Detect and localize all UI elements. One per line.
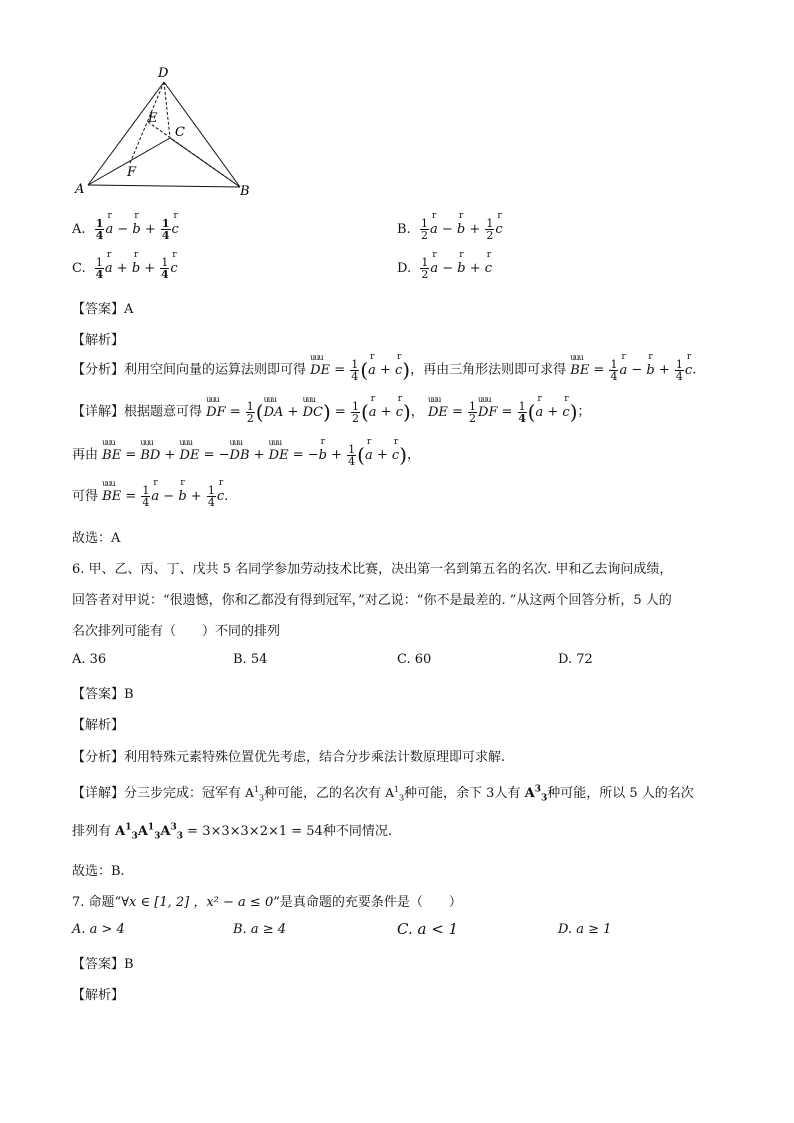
answer-tag: 【答案】: [72, 302, 125, 317]
q6-choice: 故选：B.: [72, 864, 125, 879]
edge-dc: [164, 82, 170, 138]
q5-step-3: 可得 uuu BE = $\frac{1}{4}$ r a − r b + $\frac{1}{4}$ r c.: [72, 485, 228, 508]
line2-prefix: 排列有: [72, 824, 112, 839]
q5-option-b: B. $\frac{1}{2}$ r a − r b + $\frac{1}{2}$ r c: [397, 218, 503, 241]
fenxi-text-1: 利用空间向量的运算法则即可得: [124, 362, 307, 378]
q6-xiangjie: 【详解】分三步完成：冠军有 $A^1_3$种可能，乙的名次有 $A^1_3$种可能，余下 3人有 $A^3_3$种可能，所以 5 人的名次: [72, 784, 694, 804]
q6-stem-line-2: 回答者对甲说：“很遗憾，你和乙都没有得到冠军，”对乙说：“你不是最差的. ”从这两个回答分析，5 人的: [72, 593, 672, 608]
segment-be: [148, 122, 240, 187]
label-e: E: [148, 111, 158, 126]
q7-stem-prefix: 7. 命题“: [72, 895, 122, 910]
q5-xiangjie: 【详解】根据题意可得 uuu DF = $\frac{1}{2}$ (uuu DA + uuu DC) = $\frac{1}{2}$ (r a + r c)， uuu DE = $\frac{1}{2}$ uuu DF = $\frac{1}{4}$ (r a + r c)；: [72, 400, 591, 424]
tetrahedron-figure: [70, 60, 260, 200]
q5-option-a: A. $\frac{1}{4}$ r a − r b + $\frac{1}{4}$ r c: [72, 218, 179, 241]
q6-option-c: C. 60: [397, 652, 432, 667]
label-d: D: [158, 66, 169, 81]
q5-option-a-label: A.: [72, 222, 86, 237]
fenxi-tag: 【分析】: [72, 362, 125, 378]
xiangjie-tag: 【详解】: [72, 404, 125, 420]
kede: 可得: [72, 489, 99, 504]
xiangjie-text-2: 种可能，乙的名次有: [264, 786, 382, 801]
fenxi-tag: 【分析】: [72, 750, 125, 765]
fenxi-text-2: ，再由三角形法则即可求得: [410, 362, 567, 378]
q7-analysis-tag: 【解析】: [72, 988, 125, 1003]
edge-ad: [88, 82, 164, 185]
q7-stem-math: ∀x ∈ [1, 2] ，x² − a ≤ 0: [121, 895, 274, 910]
q6-option-b: B. 54: [233, 652, 268, 667]
q5-option-d: D. $\frac{1}{2}$ r a − r b + r c: [397, 257, 492, 280]
q5-option-b-label: B.: [397, 222, 411, 237]
q5-step-2: 再由 uuu BE = uuu BD + uuu DE = −uuu DB + uuu DE = −r b + $\frac{1}{4}$ (r a + r c)，: [72, 443, 420, 467]
q6-stem-line-3: 名次排列可能有（ ）不同的排列: [72, 624, 281, 639]
q6-analysis-tag: 【解析】: [72, 718, 125, 733]
label-f: F: [127, 165, 137, 180]
q7-option-a: A. a > 4: [72, 922, 125, 937]
q7-answer: [72, 953, 134, 972]
q7-option-c: C. a < 1: [397, 920, 459, 938]
xiangjie-text-1: 分三步完成：冠军有: [124, 786, 242, 801]
q7-option-b: B. a ≥ 4: [233, 922, 286, 937]
fenxi-text: 利用特殊元素特殊位置优先考虑，结合分步乘法计数原理即可求解.: [124, 750, 506, 765]
q5-choice: 故选：A: [72, 531, 121, 546]
xiangjie-tag: 【详解】: [72, 786, 125, 801]
answer-tag: 【答案】: [72, 957, 125, 972]
q6-option-a: A. 36: [72, 652, 107, 667]
label-a: A: [75, 182, 85, 197]
label-b: B: [240, 184, 250, 199]
xiangjie-text-1: 根据题意可得: [124, 404, 203, 420]
q7-stem: [72, 891, 462, 910]
q7-stem-suffix: ”是真命题的充要条件是（ ）: [273, 895, 462, 910]
q5-option-d-label: D.: [397, 261, 412, 276]
q6-fenxi: [72, 746, 505, 765]
q5-fenxi: 【分析】利用空间向量的运算法则即可得 uuu DE = $\frac{1}{4}$ (r a + r c)，再由三角形法则即可求得 uuu BE = $\frac{1}{4}$ r a − r b + $\frac{1}{4}$ r c.: [72, 358, 696, 382]
q7-option-d: D. a ≥ 1: [558, 922, 612, 937]
q5-option-c-label: C.: [72, 261, 86, 276]
q5-analysis-tag: 【解析】: [72, 333, 125, 348]
q6-xiangjie-line-2: 排列有 $A^1_3A^1_3A^3_3 = 3\times 3\times 3\times 2\times 1 = 54$种不同情况.: [72, 822, 392, 842]
xiangjie-text-4: 种可能，所以 5 人的名次: [547, 786, 694, 801]
answer-tag: 【答案】: [72, 687, 125, 702]
edge-ab: [88, 185, 240, 187]
q5-option-c: C. $\frac{1}{4}$ r a + r b + $\frac{1}{4}$ r c: [72, 257, 178, 280]
q6-answer: [72, 683, 134, 702]
answer-value: A: [124, 302, 134, 317]
answer-value: B: [124, 957, 134, 972]
line2-result: = 3×3×3×2×1 = 54: [187, 824, 323, 839]
xiangjie-text-3: 种可能，余下 3人有: [404, 786, 521, 801]
line2-suffix: 种不同情况.: [322, 824, 392, 839]
q6-stem-line-1: 6. 甲、乙、丙、丁、戊共 5 名同学参加劳动技术比赛，决出第一名到第五名的名次. 甲和乙去询问成绩，: [72, 562, 673, 577]
answer-value: B: [124, 687, 134, 702]
q6-option-d: D. 72: [558, 652, 593, 667]
q5-answer: [72, 298, 133, 317]
zaiyou: 再由: [72, 447, 99, 463]
label-c: C: [175, 125, 185, 140]
